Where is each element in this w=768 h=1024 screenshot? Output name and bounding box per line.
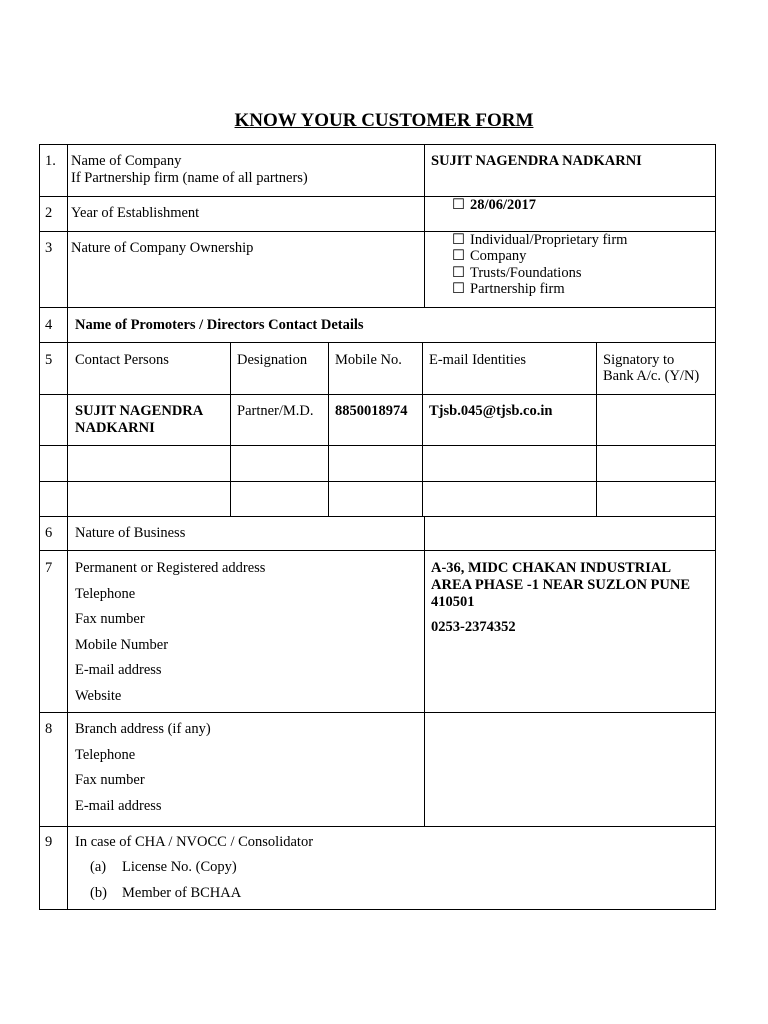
row-number: 7 — [45, 560, 53, 576]
year-of-establishment-value — [452, 197, 536, 214]
promoters-heading: Name of Promoters / Directors Contact Details — [75, 317, 364, 333]
mobile-header: Mobile No. — [335, 352, 402, 368]
company-name-label: Name of Company — [71, 153, 182, 169]
row-number: 8 — [45, 721, 53, 737]
year-of-establishment-label: Year of Establishment — [71, 205, 200, 221]
email-header: E-mail Identities — [429, 352, 527, 368]
license-item — [90, 859, 237, 876]
value-column-divider — [424, 516, 425, 826]
website-label: Website — [75, 687, 122, 704]
option-label: Trusts/Foundations — [470, 265, 582, 281]
address-line: AREA PHASE -1 NEAR SUZLON PUNE — [431, 577, 691, 593]
telephone-label: Telephone — [75, 585, 136, 602]
row-number: 2 — [45, 205, 53, 221]
signatory-header: Signatory to — [603, 352, 675, 368]
designation-column-divider — [230, 342, 231, 516]
checkbox-icon: ☐ — [452, 281, 465, 297]
signatory-column-divider — [596, 342, 597, 516]
contact-mobile: 8850018974 — [335, 403, 408, 419]
contact-person-name: SUJIT NAGENDRA — [75, 403, 204, 419]
ownership-option — [452, 232, 627, 249]
form-title: KNOW YOUR CUSTOMER FORM — [234, 110, 534, 131]
email-address-label: E-mail address — [75, 662, 162, 679]
row-number: 5 — [45, 352, 53, 368]
row-divider — [40, 307, 715, 308]
ownership-option — [452, 265, 581, 282]
member-item — [90, 885, 241, 902]
checkbox-icon: ☐ — [452, 265, 465, 281]
branch-fax-label: Fax number — [75, 772, 145, 789]
row-number: 6 — [45, 525, 53, 541]
cha-label: In case of CHA / NVOCC / Consolidator — [75, 834, 314, 850]
address-labels — [75, 560, 265, 714]
row-divider — [40, 550, 715, 551]
signatory-header-line2: Bank A/c. (Y/N) — [603, 368, 700, 384]
row-divider — [40, 481, 715, 482]
row-divider — [40, 342, 715, 343]
ownership-label: Nature of Company Ownership — [71, 240, 254, 256]
contact-person-name-line2: NADKARNI — [75, 420, 155, 436]
partners-label: If Partnership firm (name of all partners) — [71, 170, 308, 186]
item-letter: (b) — [90, 885, 107, 901]
ownership-option — [452, 248, 526, 265]
mobile-column-divider — [328, 342, 329, 516]
branch-address-label: Branch address (if any) — [75, 721, 211, 737]
email-column-divider — [422, 342, 423, 516]
company-name-value: SUJIT NAGENDRA NADKARNI — [431, 153, 642, 169]
address-line: 410501 — [431, 594, 475, 610]
value-column-divider — [424, 145, 425, 307]
option-label: Individual/Proprietary firm — [470, 232, 628, 248]
row-number: 4 — [45, 317, 53, 333]
ownership-option — [452, 281, 565, 298]
row-number: 1. — [45, 153, 56, 169]
checkbox-icon: ☐ — [452, 248, 465, 264]
branch-email-label: E-mail address — [75, 797, 162, 814]
checkbox-icon: ☐ — [452, 197, 465, 213]
number-column-divider — [67, 145, 68, 909]
fax-label: Fax number — [75, 611, 145, 628]
row-divider — [40, 445, 715, 446]
item-text: License No. (Copy) — [122, 859, 237, 875]
nature-of-business-label: Nature of Business — [75, 525, 186, 541]
year-value: 28/06/2017 — [470, 197, 537, 213]
row-divider — [40, 196, 715, 197]
registered-address-label: Permanent or Registered address — [75, 560, 266, 576]
row-divider — [40, 394, 715, 395]
row-number: 9 — [45, 834, 53, 850]
mobile-number-label: Mobile Number — [75, 636, 169, 653]
contact-email: Tjsb.045@tjsb.co.in — [429, 403, 553, 419]
branch-telephone-label: Telephone — [75, 746, 136, 763]
telephone-value: 0253-2374352 — [431, 619, 516, 635]
contact-designation: Partner/M.D. — [237, 403, 314, 419]
option-label: Partnership firm — [470, 281, 565, 297]
branch-labels — [75, 721, 211, 823]
designation-header: Designation — [237, 352, 308, 368]
kyc-form-table — [39, 144, 716, 910]
checkbox-icon: ☐ — [452, 232, 465, 248]
row-number: 3 — [45, 240, 53, 256]
item-text: Member of BCHAA — [122, 885, 242, 901]
item-letter: (a) — [90, 859, 107, 875]
option-label: Company — [470, 248, 527, 264]
row-divider — [40, 826, 715, 827]
address-line: A-36, MIDC CHAKAN INDUSTRIAL — [431, 560, 672, 576]
contact-persons-header: Contact Persons — [75, 352, 169, 368]
row-divider — [40, 516, 715, 517]
